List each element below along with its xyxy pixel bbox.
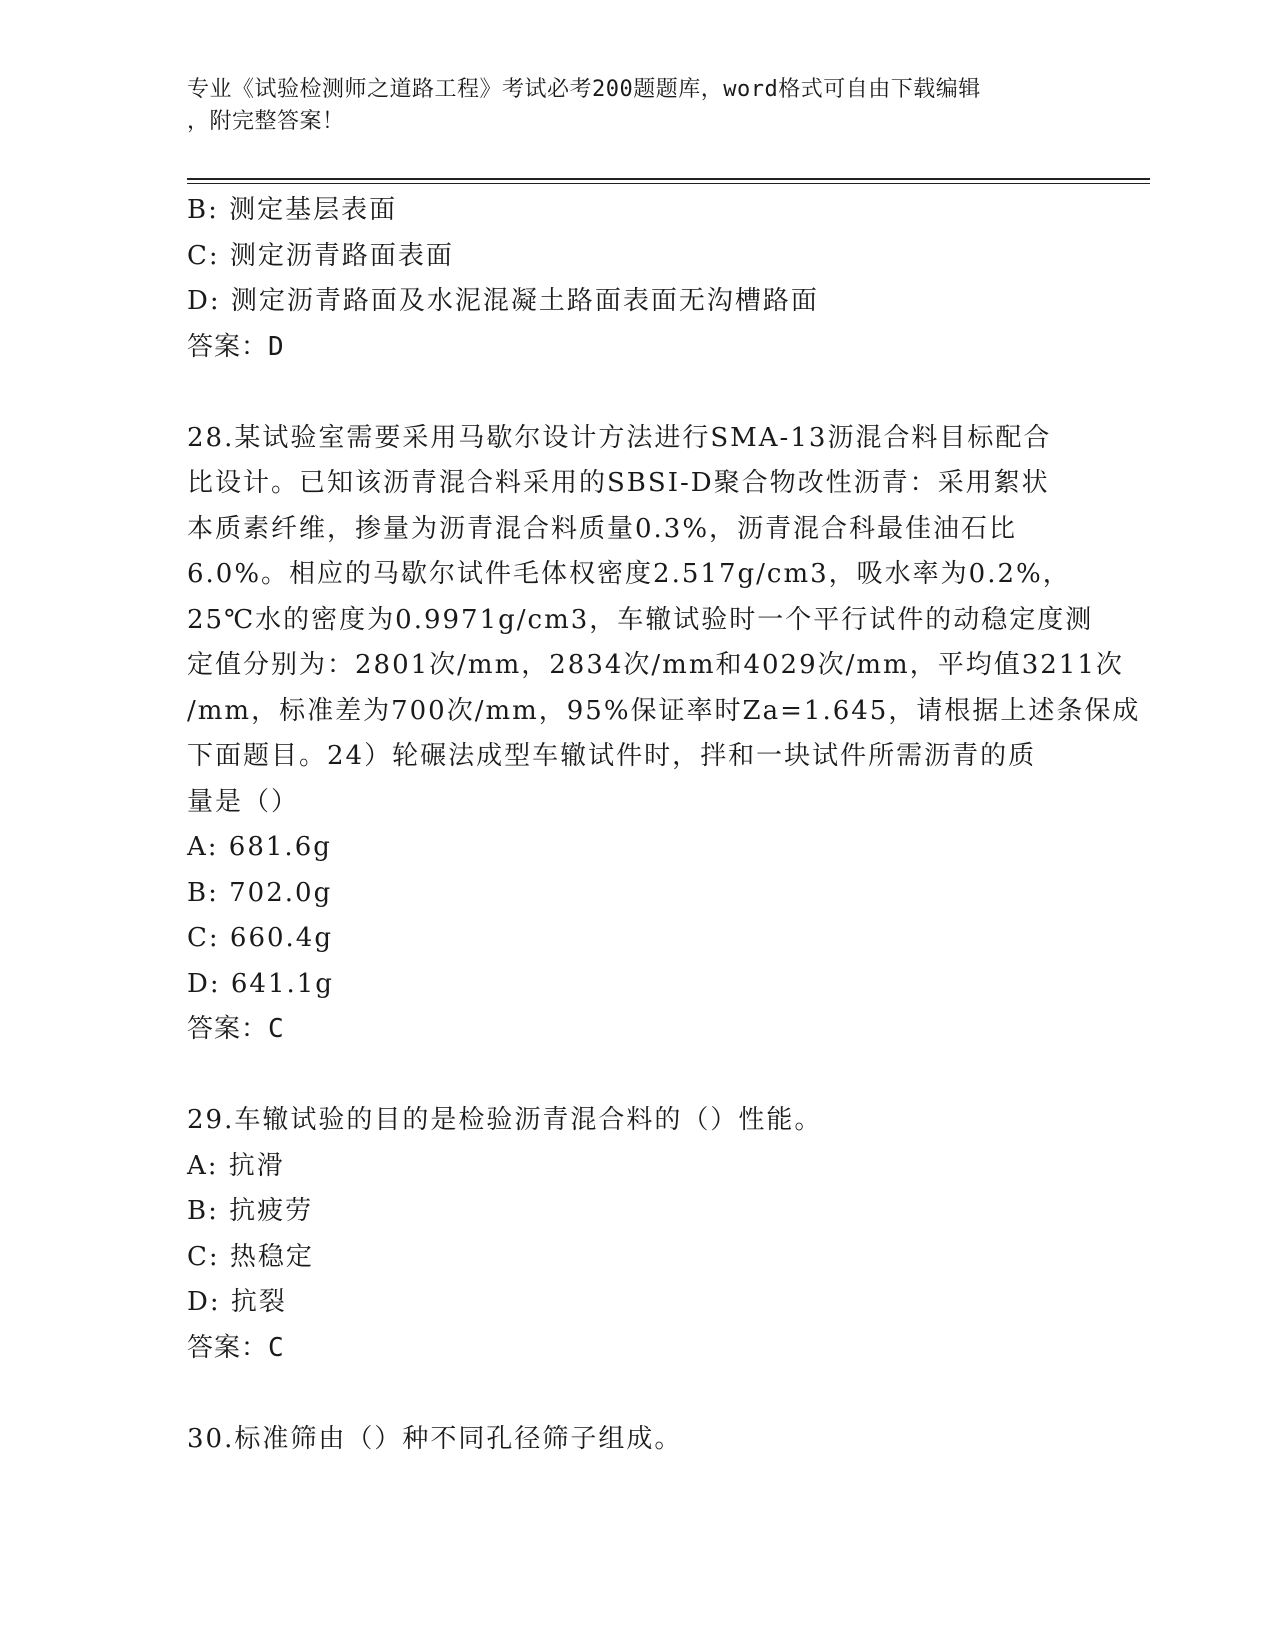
q29-answer: 答案：C [187,1332,285,1363]
spacer [187,1053,1087,1099]
q27-option-d: D: 测定沥青路面及水泥混凝土路面表面无沟槽路面 [187,286,819,316]
q28-stem-line-6: 定值分别为：2801次/mm，2834次/mm和4029次/mm，平均值3211次 [187,650,1124,680]
q28-stem-line-5: 25℃水的密度为0.9971g/cm3，车辙试验时一个平行试件的动稳定度测 [187,604,1094,635]
q28-stem-line-1: 28.某试验室需要采用马歇尔设计方法进行SMA-13沥混合料目标配合 [187,422,1052,453]
q28-answer: 答案：C [187,1014,285,1044]
q27-answer: 答案：D [187,331,285,362]
q28-option-c: C: 660.4g [187,923,333,953]
q27-option-b: B: 测定基层表面 [187,195,398,225]
q27-option-c: C: 测定沥青路面表面 [187,240,454,271]
q29-stem: 29.车辙试验的目的是检验沥青混合料的（）性能。 [187,1105,823,1135]
q28-option-b: B: 702.0g [187,877,333,908]
q29-option-d: D: 抗裂 [187,1287,287,1317]
q29-option-b: B: 抗疲劳 [187,1196,314,1226]
q30-stem: 30.标准筛由（）种不同孔径筛子组成。 [187,1423,683,1454]
spacer [187,1371,1087,1417]
header-title-continuation: ，附完整答案！ [187,109,345,134]
q28-stem-line-3: 本质素纤维，掺量为沥青混合料质量0.3%，沥青混合科最佳油石比 [187,513,1018,544]
header-title-line: 专业《试验检测师之道路工程》考试必考200题题库，word格式可自由下载编辑 [187,77,981,102]
q28-option-a: A: 681.6g [187,832,332,862]
q28-option-d: D: 641.1g [187,968,334,999]
header-divider-thin [187,183,1150,184]
q29-option-c: C: 热稳定 [187,1241,314,1272]
q29-option-a: A: 抗滑 [187,1150,285,1181]
header-divider-thick [187,178,1150,180]
q28-stem-line-7: /mm，标准差为700次/mm，95%保证率时Za=1.645，请根据上述条保成 [187,695,1141,726]
q28-stem-line-9: 量是（） [187,786,300,817]
q28-stem-line-2: 比设计。已知该沥青混合料采用的SBSI-D聚合物改性沥青：采用絮状 [187,468,1050,498]
document-body [187,188,1141,1462]
q28-stem-line-4: 6.0%。相应的马歇尔试件毛体权密度2.517g/cm3，吸水率为0.2%， [187,559,1071,589]
document-header [187,74,1087,138]
q28-stem-line-8: 下面题目。24）轮碾法成型车辙试件时，拌和一块试件所需沥青的质 [187,741,1037,771]
spacer [187,370,1087,416]
